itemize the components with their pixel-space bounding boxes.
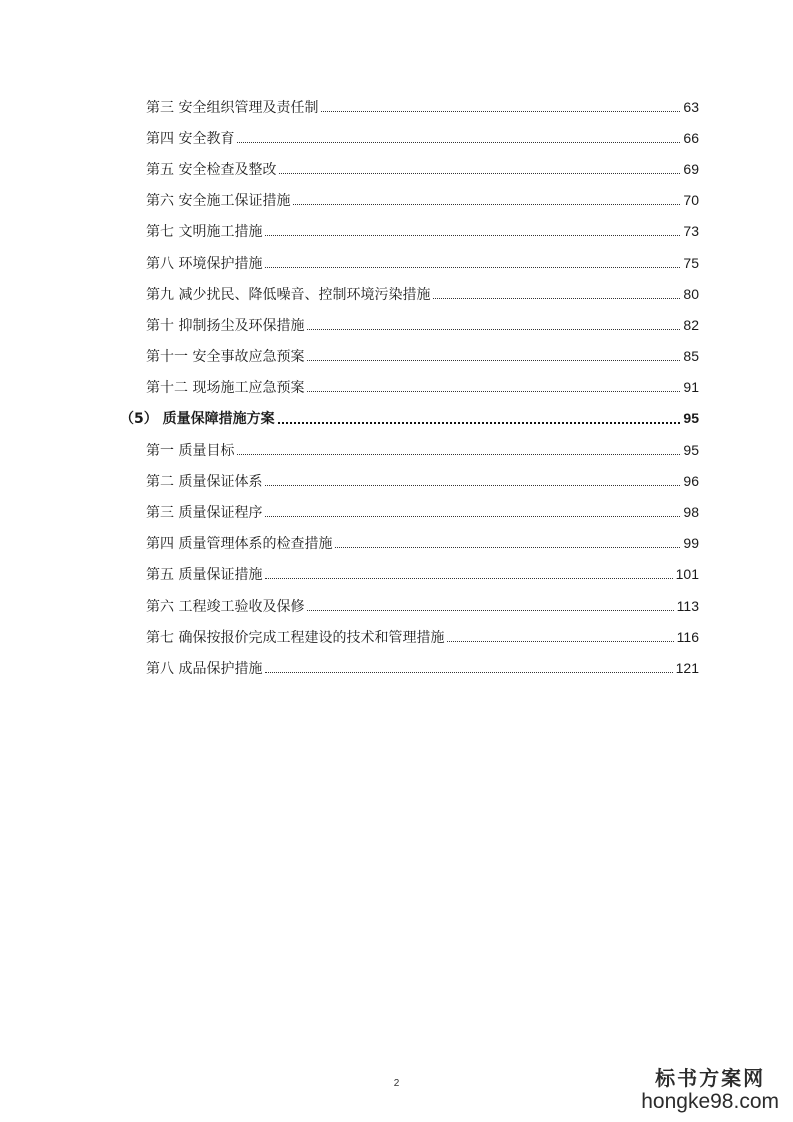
toc-entry-page: 121 (675, 659, 699, 676)
dot-leader (237, 453, 680, 455)
toc-entry[interactable] (0, 559, 793, 590)
toc-entry-page: 66 (683, 129, 699, 146)
toc-entry[interactable] (0, 309, 793, 340)
dot-leader (433, 297, 680, 299)
toc-entry[interactable] (0, 341, 793, 372)
toc-entry-page: 91 (683, 379, 699, 396)
toc-entry[interactable] (0, 216, 793, 247)
dot-leader (335, 546, 680, 548)
toc-entry[interactable] (0, 528, 793, 559)
dot-leader (278, 421, 681, 424)
toc-entry-page: 63 (683, 98, 699, 115)
watermark-logo (641, 1066, 779, 1114)
toc-entry-label: 第二 质量保证体系 (146, 473, 263, 490)
dot-leader (447, 640, 673, 642)
toc-entry[interactable] (0, 91, 793, 122)
page-number: 2 (393, 1078, 400, 1089)
dot-leader (265, 671, 672, 673)
toc-entry[interactable] (0, 590, 793, 621)
toc-entry[interactable] (0, 496, 793, 527)
toc-entry-label: 第十 抑制扬尘及环保措施 (146, 317, 305, 334)
dot-leader (307, 609, 673, 611)
toc-entry[interactable] (0, 372, 793, 403)
toc-entry-page: 113 (676, 597, 699, 614)
toc-entry[interactable] (0, 434, 793, 465)
toc-entry-page: 99 (683, 535, 699, 552)
toc-entry-label: 第十一 安全事故应急预案 (146, 349, 305, 366)
toc-entry-page: 75 (683, 254, 699, 271)
toc-entry-label: 第五 安全检查及整改 (146, 161, 277, 178)
watermark-chinese: 标书方案网 (655, 1066, 766, 1090)
toc-entry-label: 第五 质量保证措施 (146, 567, 263, 584)
toc-entry-label: 第四 质量管理体系的检查措施 (146, 536, 333, 553)
dot-leader (307, 359, 680, 361)
toc-entry-page: 98 (683, 504, 699, 521)
dot-leader (237, 141, 680, 143)
toc-entry-label: 第八 成品保护措施 (146, 660, 263, 677)
dot-leader (293, 203, 680, 205)
toc-entry-page: 80 (683, 285, 699, 302)
toc-section-page: 95 (683, 410, 699, 427)
dot-leader (265, 484, 680, 486)
toc-entry-label: 第六 安全施工保证措施 (146, 193, 291, 210)
toc-entry-label: 第一 质量目标 (146, 442, 235, 459)
toc-entry-page: 70 (683, 192, 699, 209)
table-of-contents (0, 91, 793, 684)
toc-entry[interactable] (0, 185, 793, 216)
dot-leader (321, 110, 680, 112)
dot-leader (307, 390, 680, 392)
toc-entry[interactable] (0, 247, 793, 278)
toc-entry-page: 69 (683, 160, 699, 177)
dot-leader (307, 328, 680, 330)
toc-entry-page: 73 (683, 223, 699, 240)
toc-entry-label: 第八 环境保护措施 (146, 255, 263, 272)
toc-entry-label: 第六 工程竣工验收及保修 (146, 598, 305, 615)
toc-section-heading[interactable] (0, 403, 793, 434)
toc-entry-page: 82 (683, 316, 699, 333)
dot-leader (265, 234, 680, 236)
toc-entry-page: 95 (683, 441, 699, 458)
toc-section-label: （5） 质量保障措施方案 (120, 411, 275, 428)
dot-leader (265, 266, 680, 268)
toc-entry-page: 116 (676, 628, 699, 645)
watermark-domain: hongke98.com (641, 1090, 779, 1113)
toc-entry-label: 第三 质量保证程序 (146, 505, 263, 522)
toc-entry-page: 85 (683, 348, 699, 365)
toc-entry-page: 101 (675, 566, 699, 583)
dot-leader (265, 577, 672, 579)
toc-entry-label: 第三 安全组织管理及责任制 (146, 99, 319, 116)
toc-entry[interactable] (0, 652, 793, 683)
dot-leader (265, 515, 680, 517)
toc-entry[interactable] (0, 465, 793, 496)
toc-entry-label: 第九 减少扰民、降低噪音、控制环境污染措施 (146, 286, 431, 303)
toc-entry[interactable] (0, 621, 793, 652)
dot-leader (279, 172, 680, 174)
toc-entry-label: 第七 文明施工措施 (146, 224, 263, 241)
toc-entry-label: 第四 安全教育 (146, 130, 235, 147)
toc-entry-page: 96 (683, 472, 699, 489)
toc-entry[interactable] (0, 153, 793, 184)
toc-entry[interactable] (0, 278, 793, 309)
toc-entry-label: 第十二 现场施工应急预案 (146, 380, 305, 397)
toc-entry-label: 第七 确保按报价完成工程建设的技术和管理措施 (146, 629, 445, 646)
toc-entry[interactable] (0, 122, 793, 153)
